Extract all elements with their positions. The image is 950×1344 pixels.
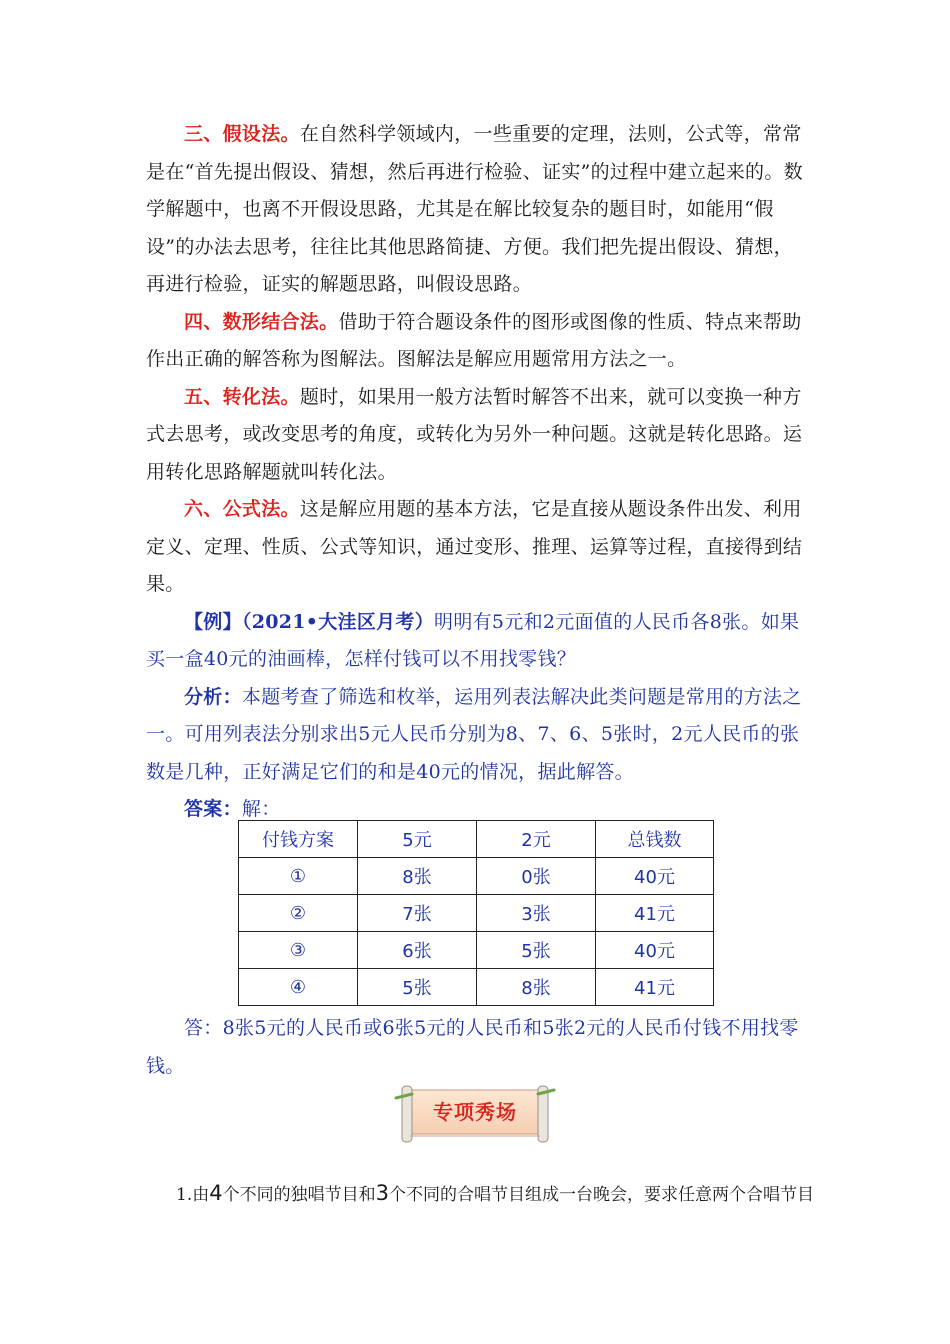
section-text: 借助于符合题设条件的图形或图像的性质、特点来帮助作出正确的解答称为图解法。图解法是解应用题常用方法之一。	[146, 310, 802, 370]
table-cell: 40元	[596, 858, 714, 895]
example-question-text: 明明有5元和2元面值的人民币各8张。如果买一盒40元的油画棒，怎样付钱可以不用找零钱？	[146, 610, 800, 670]
table-cell: ④	[239, 969, 358, 1006]
section-banner	[392, 1084, 558, 1146]
section-heading: 五、转化法。	[184, 385, 300, 408]
analysis-label: 分析：	[184, 685, 242, 708]
section-heading: 四、数形结合法。	[184, 310, 339, 333]
table-row	[239, 895, 714, 932]
table-cell: 8张	[477, 969, 596, 1006]
table-cell: ①	[239, 858, 358, 895]
section-transform	[146, 379, 806, 492]
table-cell: 8张	[358, 858, 477, 895]
question-prefix: 1.由	[176, 1185, 210, 1205]
table-row	[239, 969, 714, 1006]
question-1	[176, 1178, 856, 1210]
table-cell: 40元	[596, 932, 714, 969]
table-cell: ③	[239, 932, 358, 969]
section-heading: 三、假设法。	[184, 123, 300, 145]
example-tag: 【例】（2021•大洼区月考）	[184, 610, 435, 633]
example-question	[146, 604, 806, 679]
example-conclusion: 答：8张5元的人民币或6张5元的人民币和5张2元的人民币付钱不用找零钱。	[146, 1017, 799, 1077]
table-cell: 5张	[358, 969, 477, 1006]
table-header-cell: 付钱方案	[239, 821, 358, 858]
table-header-row	[239, 821, 714, 858]
section-formula	[146, 491, 806, 604]
table-cell: 3张	[477, 895, 596, 932]
section-text: 这是解应用题的基本方法，它是直接从题设条件出发、利用定义、定理、性质、公式等知识，通过变形、推理、运算等过程，直接得到结果。	[146, 498, 803, 595]
analysis-text: 本题考查了筛选和枚举，运用列表法解决此类问题是常用的方法之一。可用列表法分别求出5元人民币分别为8、7、6、5张时，2元人民币的张数是几种，正好满足它们的和是40元的情况，据此解答。	[146, 685, 802, 783]
question-text-tail: 个不同的合唱节目组成一台晚会，要求任意两个合唱节目	[388, 1185, 814, 1205]
section-assumption	[146, 116, 806, 304]
section-text: 题时，如果用一般方法暂时解答不出来，就可以变换一种方式去思考，或改变思考的角度，或转化为另外一种问题。这就是转化思路。运用转化思路解题就叫转化法。	[146, 385, 803, 483]
section-heading: 六、公式法。	[184, 498, 300, 520]
table-cell: 7张	[358, 895, 477, 932]
document-body	[146, 116, 806, 829]
table-header-cell: 2元	[477, 821, 596, 858]
table-header-cell: 5元	[358, 821, 477, 858]
answer-table	[238, 820, 714, 1006]
table-row	[239, 858, 714, 895]
table-header-cell: 总钱数	[596, 821, 714, 858]
answer-label: 答案：	[184, 798, 242, 820]
table-cell: 5张	[477, 932, 596, 969]
table-cell: 0张	[477, 858, 596, 895]
question-number-chorus: 3	[375, 1181, 389, 1205]
table-cell: 6张	[358, 932, 477, 969]
section-text: 在自然科学领域内，一些重要的定理，法则，公式等，常常是在“首先提出假设、猜想，然后再进行检验、证实”的过程中建立起来的。数学解题中，也离不开假设思路，尤其是在解比较复杂的题目时，如能用“假设”的办法去思考，往往比其他思路简捷、方便。我们把先提出假设、猜想，再进行检验，证实的解题思路，叫假设思路。	[146, 123, 803, 295]
section-graphic	[146, 304, 806, 379]
table-cell: 41元	[596, 969, 714, 1006]
table-cell: ②	[239, 895, 358, 932]
banner-label: 专项秀场	[433, 1100, 517, 1124]
example-analysis	[146, 679, 806, 792]
question-text-mid: 个不同的独唱节目和	[222, 1185, 376, 1205]
table-row	[239, 932, 714, 969]
answer-prefix: 解：	[241, 798, 281, 820]
question-number-solo: 4	[209, 1181, 223, 1205]
table-cell: 41元	[596, 895, 714, 932]
